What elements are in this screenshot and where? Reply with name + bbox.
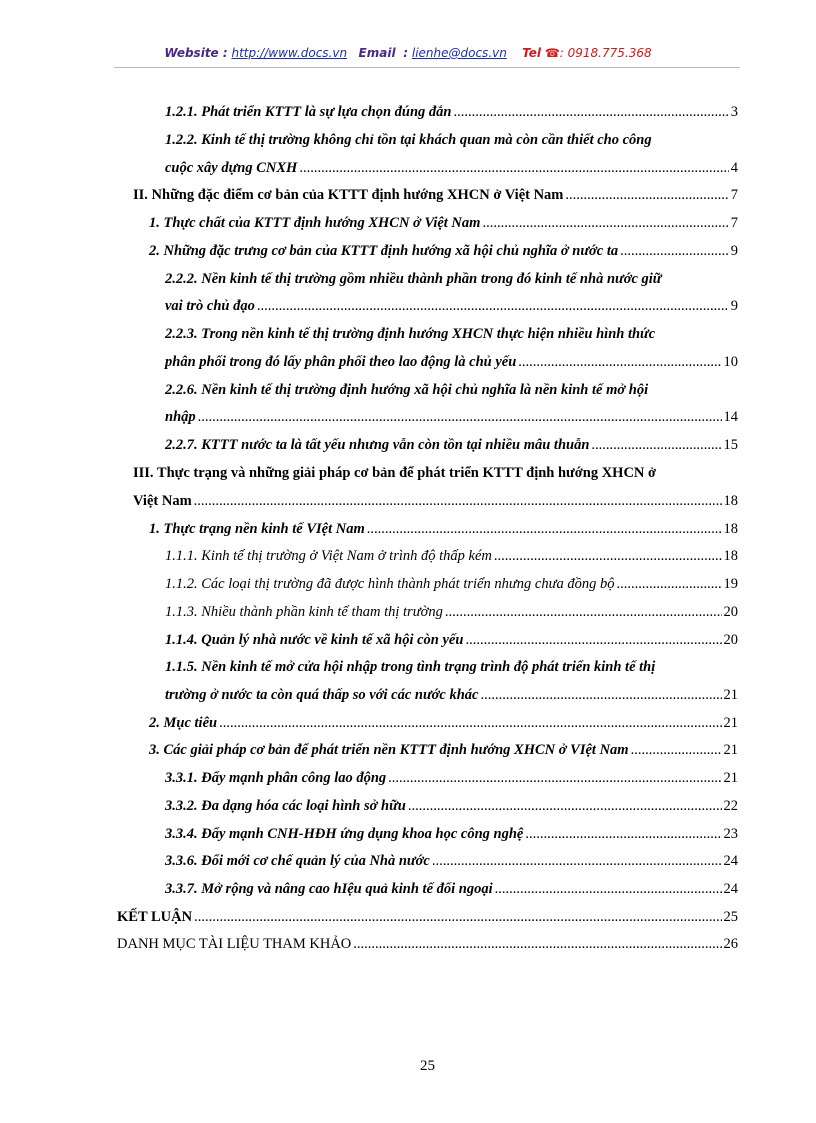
toc-leader (591, 436, 721, 454)
toc-leader (453, 103, 728, 121)
toc-entry[interactable] (149, 520, 738, 538)
toc-entry[interactable] (165, 631, 738, 649)
toc-entry-title: cuộc xây dựng CNXH (165, 160, 298, 176)
toc-leader (299, 159, 728, 177)
toc-entry-page: 18 (723, 521, 738, 537)
toc-leader (445, 603, 722, 621)
toc-entry-title: 3.3.1. Đẩy mạnh phân công lao động (165, 770, 387, 786)
toc-leader (565, 186, 728, 204)
toc-entry[interactable] (165, 270, 662, 288)
toc-entry[interactable] (149, 214, 738, 232)
toc-entry[interactable] (165, 825, 738, 843)
page-number: 25 (420, 1058, 435, 1074)
toc-entry-page: 23 (723, 826, 738, 842)
toc-entry[interactable] (165, 547, 738, 565)
email-separator: : (403, 46, 409, 60)
toc-entry-title: nhập (165, 409, 196, 425)
toc-entry-title: 3.3.4. Đẩy mạnh CNH-HĐH ứng dụng khoa học công nghệ (165, 826, 524, 842)
toc-entry-continuation[interactable] (165, 353, 738, 371)
toc-leader (616, 575, 721, 593)
toc-entry-page: 10 (723, 354, 738, 370)
toc-entry-title: 2.2.2. Nền kinh tế thị trường gồm nhiều thành phần trong đó kinh tế nhà nước giữ (165, 271, 662, 287)
toc-entry-title: vai trò chủ đạo (165, 298, 255, 314)
toc-entry-page: 7 (730, 215, 738, 231)
toc-entry-continuation[interactable] (165, 686, 738, 704)
phone-icon: ☎ (544, 46, 560, 60)
toc-entry[interactable] (165, 436, 738, 454)
toc-entry[interactable] (165, 880, 738, 898)
toc-entry-title: 2.2.3. Trong nền kinh tế thị trường định hướng XHCN thực hiện nhiều hình thức (165, 326, 656, 342)
toc-leader (495, 880, 722, 898)
toc-leader (631, 741, 722, 759)
toc-leader (494, 547, 722, 565)
toc-leader (198, 408, 722, 426)
toc-entry-page: 19 (723, 576, 738, 592)
tel-value: : 0918.775.368 (559, 46, 652, 60)
toc-entry[interactable] (165, 575, 738, 593)
toc-entry[interactable] (165, 658, 655, 676)
toc-entry-page: 22 (723, 798, 738, 814)
toc-entry[interactable] (165, 797, 738, 815)
toc-leader (353, 935, 721, 953)
toc-entry-page: 3 (730, 104, 738, 120)
toc-entry[interactable] (117, 935, 738, 953)
toc-entry-page: 26 (723, 936, 738, 952)
toc-entry-title: 1.1.4. Quản lý nhà nước về kinh tế xã hội còn yếu (165, 632, 464, 648)
toc-entry-page: 15 (723, 437, 738, 453)
toc-entry-continuation[interactable] (165, 408, 738, 426)
toc-leader (257, 297, 729, 315)
toc-entry[interactable] (165, 603, 738, 621)
toc-entry-title: 3. Các giải pháp cơ bản để phát triển nền KTTT định hướng XHCN ở VIệt Nam (149, 742, 629, 758)
toc-entry[interactable] (165, 103, 738, 121)
email-link[interactable]: lienhe@docs.vn (411, 46, 507, 60)
toc-entry[interactable] (165, 325, 655, 343)
toc-entry-page: 24 (723, 853, 738, 869)
toc-entry[interactable] (133, 186, 738, 204)
toc-leader (525, 825, 721, 843)
toc-leader (194, 492, 722, 510)
toc-entry[interactable] (133, 464, 656, 482)
toc-leader (465, 631, 721, 649)
toc-leader (219, 714, 721, 732)
toc-entry-page: 20 (723, 604, 738, 620)
tel-label: Tel (522, 46, 541, 60)
toc-entry[interactable] (149, 242, 738, 260)
toc-entry-page: 24 (723, 881, 738, 897)
toc-leader (482, 214, 728, 232)
toc-leader (408, 797, 722, 815)
toc-entry-title: 2. Mục tiêu (149, 715, 218, 731)
toc-entry[interactable] (149, 714, 738, 732)
toc-entry-title: 1.2.2. Kinh tế thị trường không chỉ tồn tại khách quan mà còn cần thiết cho công (165, 132, 652, 148)
toc-entry-title: 2.2.6. Nền kinh tế thị trường định hướng xã hội chủ nghĩa là nền kinh tế mở hội (165, 382, 649, 398)
toc-entry-title: 1.1.3. Nhiều thành phần kinh tế tham thị trường (165, 604, 443, 620)
toc-entry[interactable] (165, 769, 738, 787)
toc-entry[interactable] (165, 131, 652, 149)
toc-entry-continuation[interactable] (133, 492, 738, 510)
toc-leader (194, 908, 721, 926)
toc-entry-title: 1. Thực trạng nền kinh tế VIệt Nam (149, 521, 365, 537)
toc-entry-page: 14 (723, 409, 738, 425)
toc-entry-title: 1.2.1. Phát triển KTTT là sự lựa chọn đúng đắn (165, 104, 452, 120)
toc-entry-title: II. Những đặc điểm cơ bản của KTTT định hướng XHCN ở Việt Nam (133, 187, 564, 203)
toc-entry-page: 21 (723, 742, 738, 758)
toc-entry-continuation[interactable] (165, 297, 738, 315)
toc-entry[interactable] (117, 908, 738, 926)
website-label: Website : (164, 46, 228, 60)
toc-entry-title: 2. Những đặc trưng cơ bản của KTTT định hướng xã hội chủ nghĩa ở nước ta (149, 243, 619, 259)
toc-entry[interactable] (149, 741, 738, 759)
toc-entry[interactable] (165, 852, 738, 870)
toc-entry-title: 1.1.2. Các loại thị trường đã được hình thành phát triển nhưng chưa đồng bộ (165, 576, 615, 592)
toc-leader (432, 852, 722, 870)
toc-entry-page: 9 (730, 243, 738, 259)
toc-leader (620, 242, 729, 260)
toc-entry-page: 25 (723, 909, 738, 925)
toc-leader (518, 353, 721, 371)
toc-entry-title: 2.2.7. KTTT nước ta là tất yếu nhưng vẫn còn tồn tại nhiều mâu thuẫn (165, 437, 590, 453)
toc-entry-title: 1.1.1. Kinh tế thị trường ở Việt Nam ở trình độ thấp kém (165, 548, 492, 564)
toc-entry-title: III. Thực trạng và những giải pháp cơ bản để phát triển KTTT định hướng XHCN ở (133, 465, 657, 481)
toc-entry-title: 1. Thực chất của KTTT định hướng XHCN ở Việt Nam (149, 215, 481, 231)
toc-leader (367, 520, 722, 538)
toc-entry-title: DANH MỤC TÀI LIỆU THAM KHẢO (117, 936, 352, 952)
website-link[interactable]: http://www.docs.vn (231, 46, 348, 60)
toc-entry-title: KẾT LUẬN (117, 909, 193, 925)
toc-entry-title: 1.1.5. Nền kinh tế mở cửa hội nhập trong tình trạng trình độ phát triển kinh tế thị (165, 659, 656, 675)
toc-entry-page: 20 (723, 632, 738, 648)
toc-entry-page: 7 (730, 187, 738, 203)
toc-entry-page: 21 (723, 770, 738, 786)
toc-entry-title: phân phối trong đó lấy phân phối theo lao động là chủ yếu (165, 354, 517, 370)
toc-entry-title: 3.3.7. Mở rộng và nâng cao hIệu quả kinh tế đối ngoại (165, 881, 493, 897)
toc-entry-page: 21 (723, 715, 738, 731)
toc-leader (388, 769, 721, 787)
toc-entry-page: 9 (730, 298, 738, 314)
toc-entry-page: 21 (723, 687, 738, 703)
toc-entry-page: 18 (723, 548, 738, 564)
toc-entry-title: Việt Nam (133, 493, 192, 509)
toc-entry-continuation[interactable] (165, 159, 738, 177)
toc-entry-title: 3.3.2. Đa dạng hóa các loại hình sở hữu (165, 798, 406, 814)
toc-leader (481, 686, 722, 704)
toc-entry-page: 4 (730, 160, 738, 176)
email-label: Email (358, 46, 396, 60)
toc-entry-title: trường ở nước ta còn quá thấp so với các nước khác (165, 687, 479, 703)
toc-entry-page: 18 (723, 493, 738, 509)
toc-entry-title: 3.3.6. Đổi mới cơ chế quản lý của Nhà nước (165, 853, 430, 869)
toc-entry[interactable] (165, 381, 648, 399)
